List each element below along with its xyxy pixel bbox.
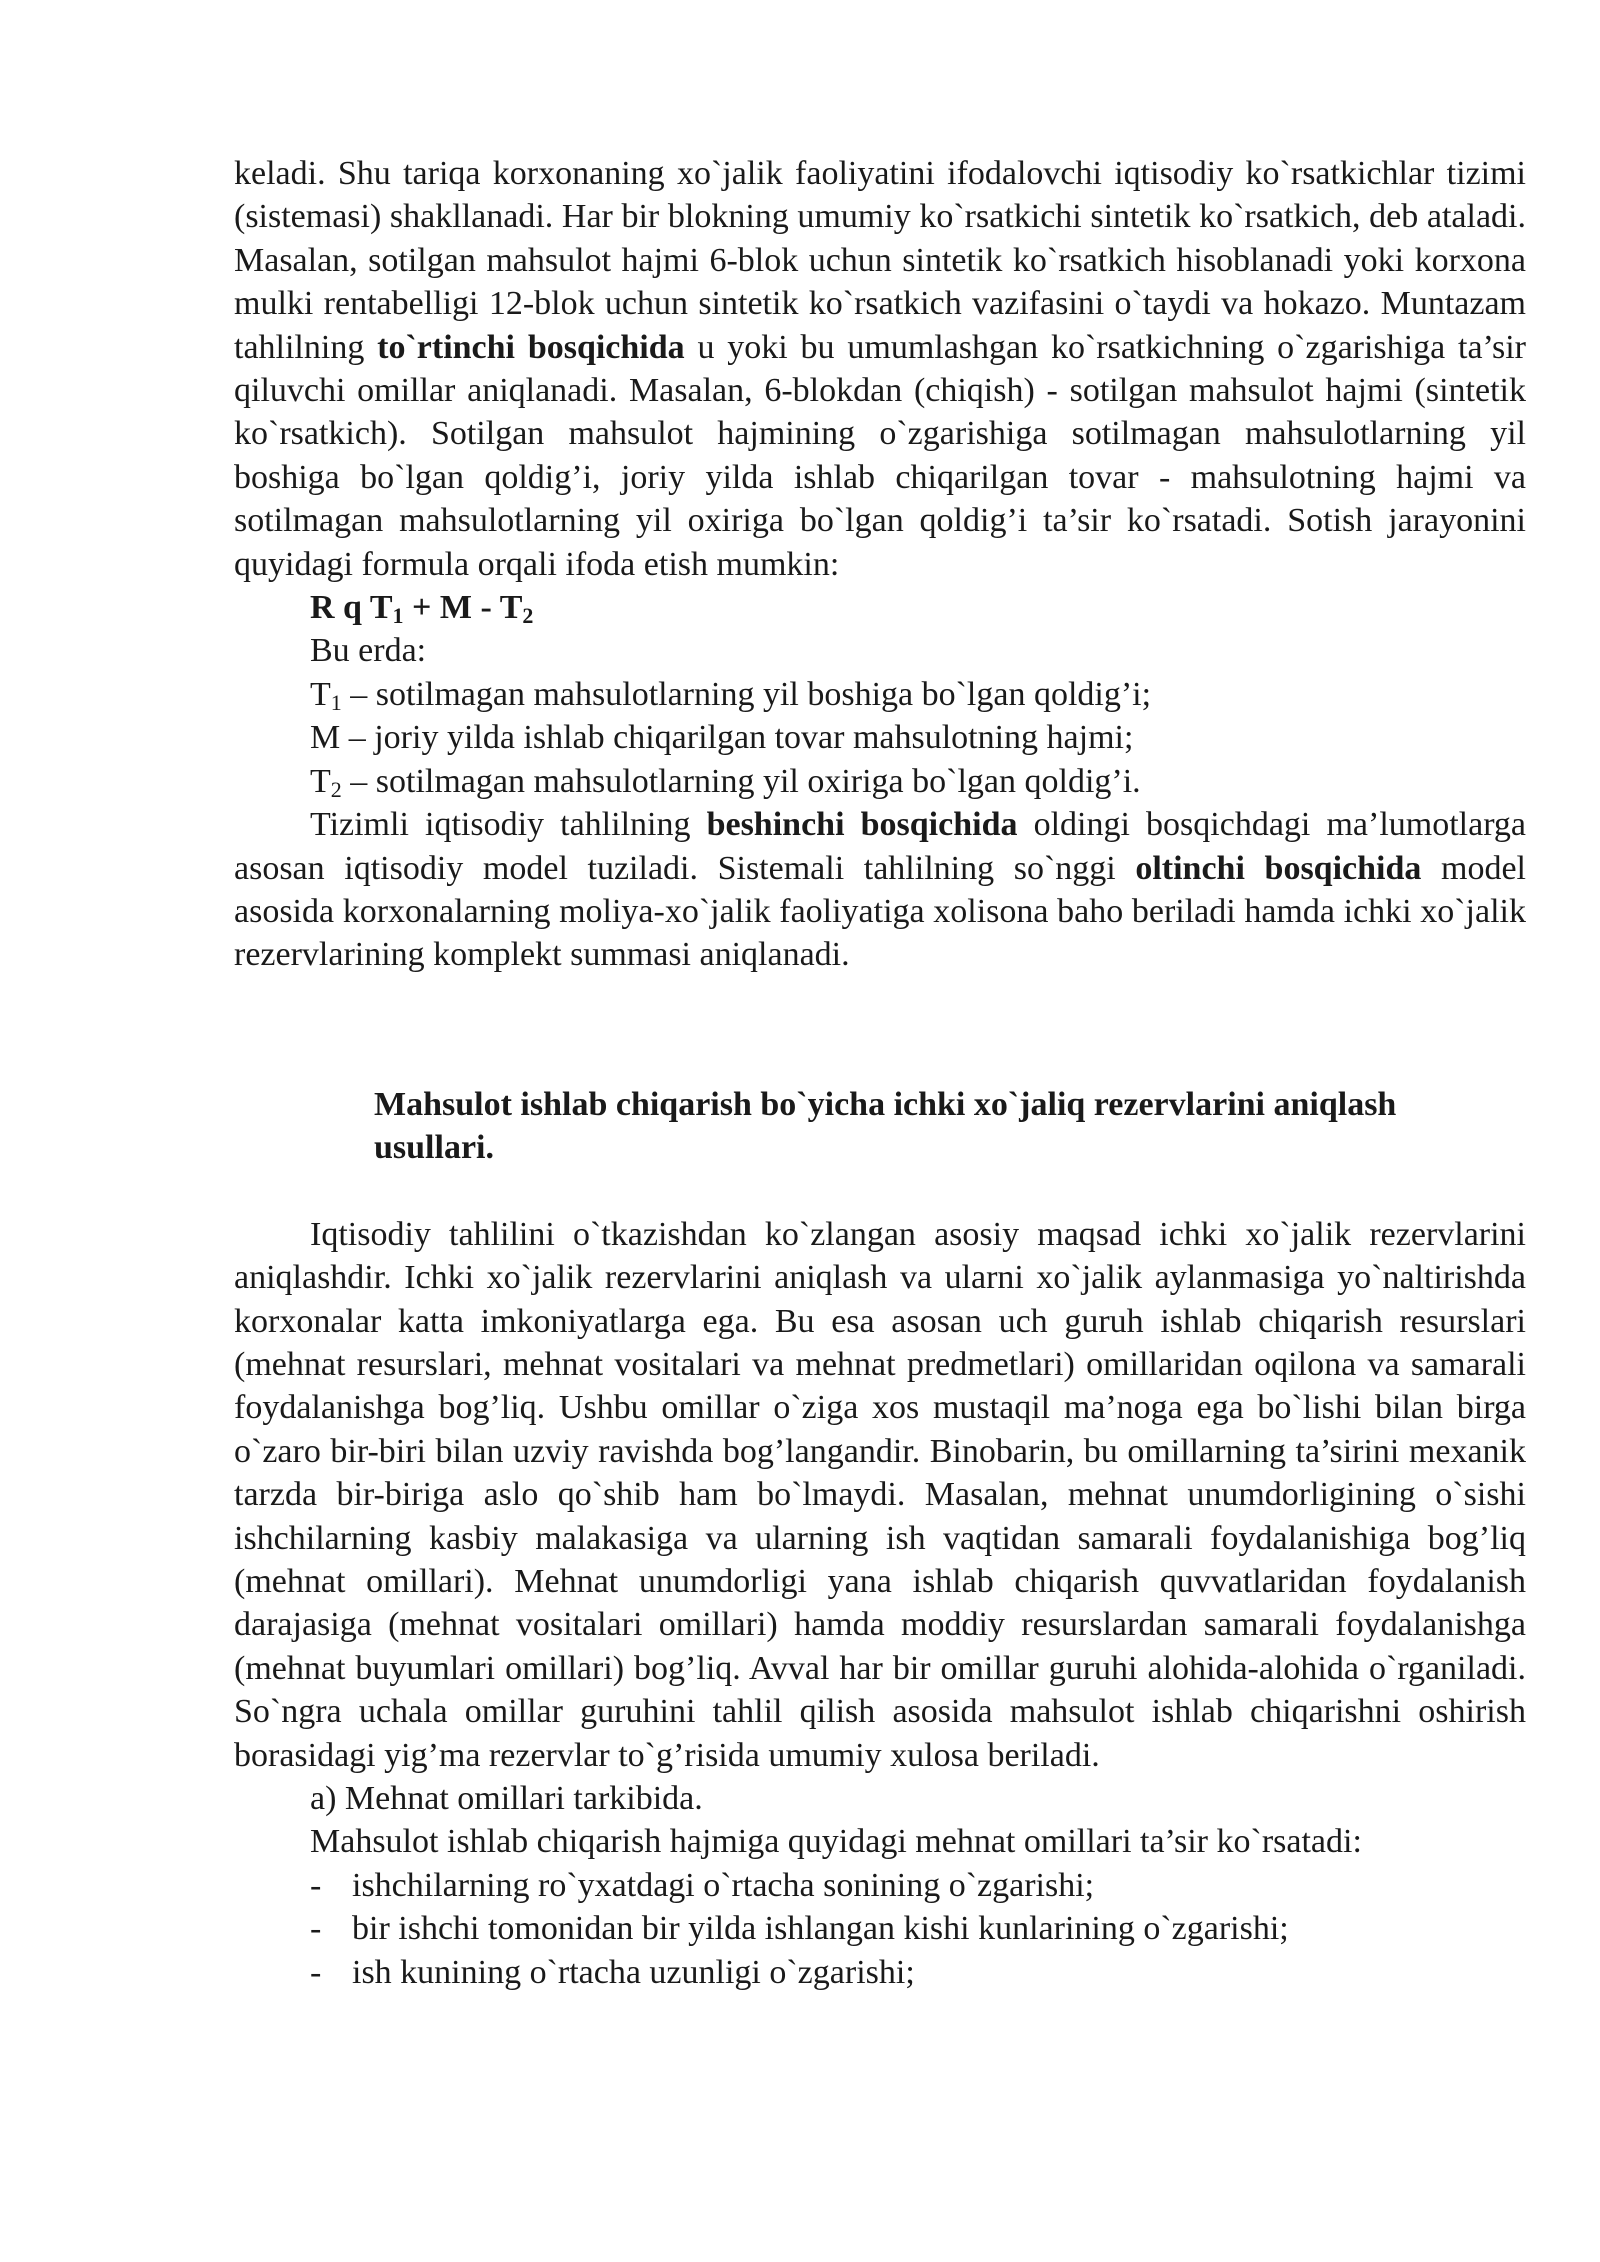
- factors-intro: Mahsulot ishlab chiqarish hajmiga quyidagi mehnat omillari ta’sir ko`rsatadi:: [310, 1823, 1362, 1861]
- formula-part: R q T: [310, 589, 393, 627]
- definition-subscript: 1: [330, 689, 342, 715]
- definition-subscript: 2: [330, 776, 342, 802]
- formula-subscript: 1: [392, 603, 404, 629]
- list-item: [234, 1864, 1526, 1907]
- subsection-a: a) Mehnat omillari tarkibida.: [310, 1780, 703, 1817]
- formula-subscript: 2: [522, 603, 534, 629]
- bold-term: to`rtinchi bosqichida: [377, 328, 685, 366]
- paragraph-text: Tizimli iqtisodiy tahlilning: [310, 806, 707, 844]
- spacer: [234, 1169, 1526, 1213]
- list-item-text: bir ishchi tomonidan bir yilda ishlangan kishi kunlarining o`zgarishi;: [352, 1910, 1289, 1948]
- formula-part: + M - T: [403, 589, 523, 627]
- definition-symbol: T: [310, 675, 331, 713]
- bold-term: oltinchi bosqichida: [1135, 849, 1422, 887]
- list-item: [234, 1907, 1526, 1950]
- bold-term: beshinchi bosqichida: [706, 806, 1018, 844]
- paragraph-text: model asosida korxonalarning moliya-xo`jalik faoliyatiga xolisona baho beriladi hamda ichki xo`jalik rezervlarining komplekt summasi aniqlanadi.: [234, 849, 1526, 974]
- list-item: [234, 1951, 1526, 1994]
- definition-text: – sotilmagan mahsulotlarning yil boshiga bo`lgan qoldig’i;: [341, 675, 1152, 713]
- list-dash: -: [310, 1866, 322, 1904]
- list-dash: -: [310, 1910, 322, 1948]
- spacer: [234, 977, 1526, 1083]
- paragraph-text: u yoki bu umumlashgan ko`rsatkichning o`zgarishiga ta’sir qiluvchi omillar aniqlanadi. Masalan, 6-blokdan (chiqish) - sotilgan mahsulot hajmi (sintetik ko`rsatkich). Sotilgan mahsulot hajmining o`zgarishiga sotilmagan mahsulotlarning yil boshiga bo`lgan qoldig’i, joriy yilda ishlab chiqarilgan tovar - mahsulotning hajmi va sotilmagan mahsulotlarning yil oxiriga bo`lgan qoldig’i ta’sir ko`rsatadi. Sotish jarayonini quyidagi formula orqali ifoda etish mumkin:: [234, 328, 1526, 583]
- paragraph-intro: [234, 152, 1526, 586]
- section-heading: Mahsulot ishlab chiqarish bo`yicha ichki xo`jaliq rezervlarini aniqlash usullari.: [374, 1085, 1397, 1166]
- definition-symbol: T: [310, 762, 331, 800]
- definition-t1: [234, 673, 1526, 716]
- list-dash: -: [310, 1953, 322, 1991]
- definition-text: – sotilmagan mahsulotlarning yil oxiriga bo`lgan qoldig’i.: [341, 762, 1141, 800]
- document-page: [234, 152, 1526, 1994]
- paragraph-reserves: Iqtisodiy tahlilini o`tkazishdan ko`zlangan asosiy maqsad ichki xo`jalik rezervlarini aniqlashdir. Ichki xo`jalik rezervlarini aniqlash va ularni xo`jalik aylanmasiga yo`naltirishda korxonalar katta imkoniyatlarga ega. Bu esa asosan uch guruh ishlab chiqarish resurslari (mehnat resurslari, mehnat vositalari va mehnat predmetlari) omillaridan oqilona va samarali foydalanishga bog’liq. Ushbu omillar o`ziga xos mustaqil ma’noga ega bo`lishi bilan birga o`zaro bir-biri bilan uzviy ravishda bog’langandir. Binobarin, bu omillarning ta’sirini mexanik tarzda bir-biriga aslo qo`shib ham bo`lmaydi. Masalan, mehnat unumdorligining o`sishi ishchilarning kasbiy malakasiga va ularning ish vaqtidan samarali foydalanishiga bog’liq (mehnat omillari). Mehnat unumdorligi yana ishlab chiqarish quvvatlaridan foydalanish darajasiga (mehnat vositalari omillari) hamda moddiy resurslardan samarali foydalanishga (mehnat buyumlari omillari) bog’liq. Avval har bir omillar guruhi alohida-alohida o`rganiladi. So`ngra uchala omillar guruhini tahlil qilish asosida mahsulot ishlab chiqarishni oshirish borasidagi yig’ma rezervlar to`g’risida umumiy xulosa beriladi.: [234, 1215, 1526, 1774]
- paragraph-text: oldingi bosqichdagi ma’lumotlarga asosan iqtisodiy model tuziladi. Sistemali tahlilning so`nggi: [234, 806, 1526, 887]
- paragraph-text: keladi. Shu tariqa korxonaning xo`jalik faoliyatini ifodalovchi iqtisodiy ko`rsatkichlar tizimi (sistemasi) shakllanadi. Har bir blokning umumiy ko`rsatkichi sintetik ko`rsatkich, deb ataladi. Masalan, sotilgan mahsulot hajmi 6-blok uchun sintetik ko`rsatkich hisoblanadi yoki korxona mulki rentabelligi 12-blok uchun sintetik ko`rsatkich vazifasini o`taydi va hokazo. Muntazam tahlilning: [234, 155, 1526, 366]
- bu-erda-label: Bu erda:: [310, 632, 427, 670]
- paragraph-stages: [234, 803, 1526, 977]
- definition-m: M – joriy yilda ishlab chiqarilgan tovar mahsulotning hajmi;: [310, 719, 1134, 757]
- list-item-text: ishchilarning ro`yxatdagi o`rtacha sonining o`zgarishi;: [352, 1866, 1095, 1904]
- formula: [234, 586, 1526, 629]
- list-item-text: ish kunining o`rtacha uzunligi o`zgarishi;: [352, 1953, 915, 1991]
- definition-t2: [234, 760, 1526, 803]
